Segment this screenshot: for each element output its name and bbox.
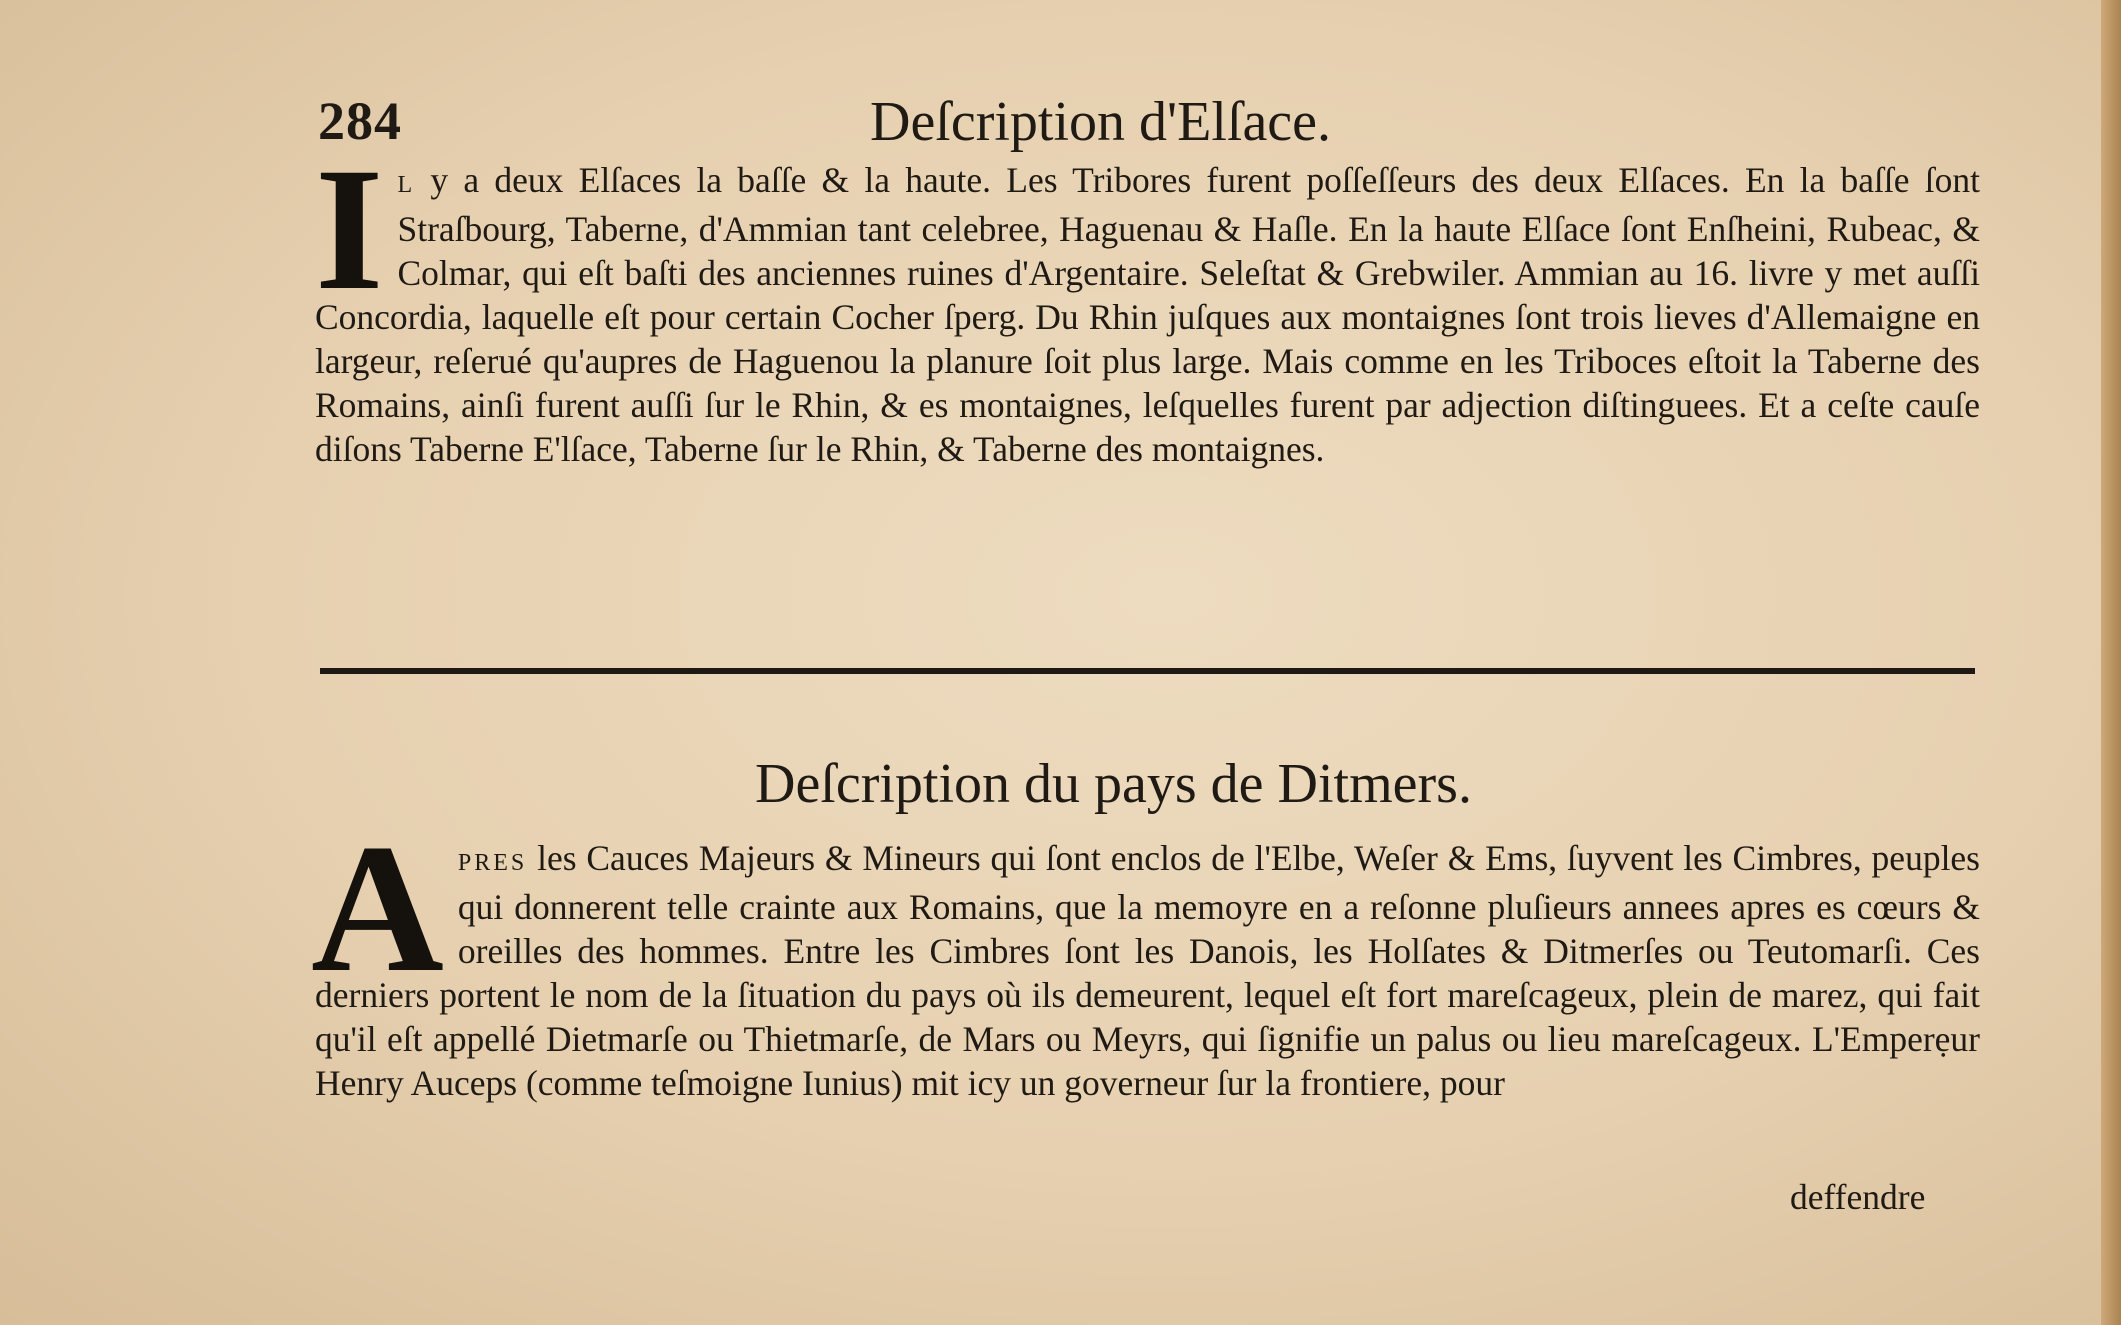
- running-title: Deſcription d'Elſace.: [870, 91, 1332, 153]
- section-divider-rule: [320, 668, 1975, 674]
- page-edge: [2101, 0, 2121, 1325]
- lead-letters: PRES: [457, 850, 528, 876]
- section-text: les Cauces Majeurs & Mineurs qui ſont enclos de l'Elbe, Weſer & Ems, ſuyvent les Cimbres, peuples qui donnerent telle crainte aux Romains, que la memoyre en a reſonne pluſieurs annees apres es cœurs & oreilles des hommes. Entre les Cimbres ſont les Danois, les Holſates & Ditmerſes ou Teutomarſi. Ces derniers portent le nom de la ſituation du pays où ils demeurent, lequel eſt fort mareſcageux, plein de marez, qui fait qu'il eſt appellé Dietmarſe ou Thietmarſe, de Mars ou Meyrs, qui ſignifie un palus ou lieu mareſcageux. L'Emperẹur Henry Auceps (comme teſmoigne Iunius) mit icy un governeur ſur la frontiere, pour: [315, 838, 1981, 1103]
- section-title: Deſcription du pays de Ditmers.: [755, 753, 1472, 815]
- section-text: y a deux Elſaces la baſſe & la haute. Les Tribores furent poſſeſſeurs des deux Elſaces. En la baſſe ſont Straſbourg, Taberne, d'Ammian tant celebree, Haguenau & Haſle. En la haute Elſace ſont Enſheini, Rubeac, & Colmar, qui eſt baſti des anciennes ruines d'Argentaire. Seleſtat & Grebwiler. Ammian au 16. livre y met auſſi Concordia, laquelle eſt pour certain Cocher ſperg. Du Rhin juſques aux montaignes ſont trois lieves d'Allemaigne en largeur, reſerué qu'aupres de Haguenou la planure ſoit plus large. Mais comme en les Triboces eſtoit la Taberne des Romains, ainſi furent auſſi ſur le Rhin, & es montaignes, leſquelles furent par adjection diſtinguees. Et a ceſte cauſe diſons Taberne E'lſace, Taberne ſur le Rhin, & Taberne des montaignes.: [315, 160, 1980, 469]
- section-body: [315, 836, 1980, 1105]
- page-number: 284: [318, 91, 402, 151]
- drop-cap: A: [311, 806, 444, 1010]
- section-ditmers: [311, 806, 1981, 1105]
- section-alsace: [315, 132, 1980, 471]
- catchword: deffendre: [1790, 1177, 1926, 1217]
- lead-letters: L: [397, 172, 416, 198]
- drop-cap: I: [315, 132, 384, 327]
- section-body: [315, 158, 1980, 471]
